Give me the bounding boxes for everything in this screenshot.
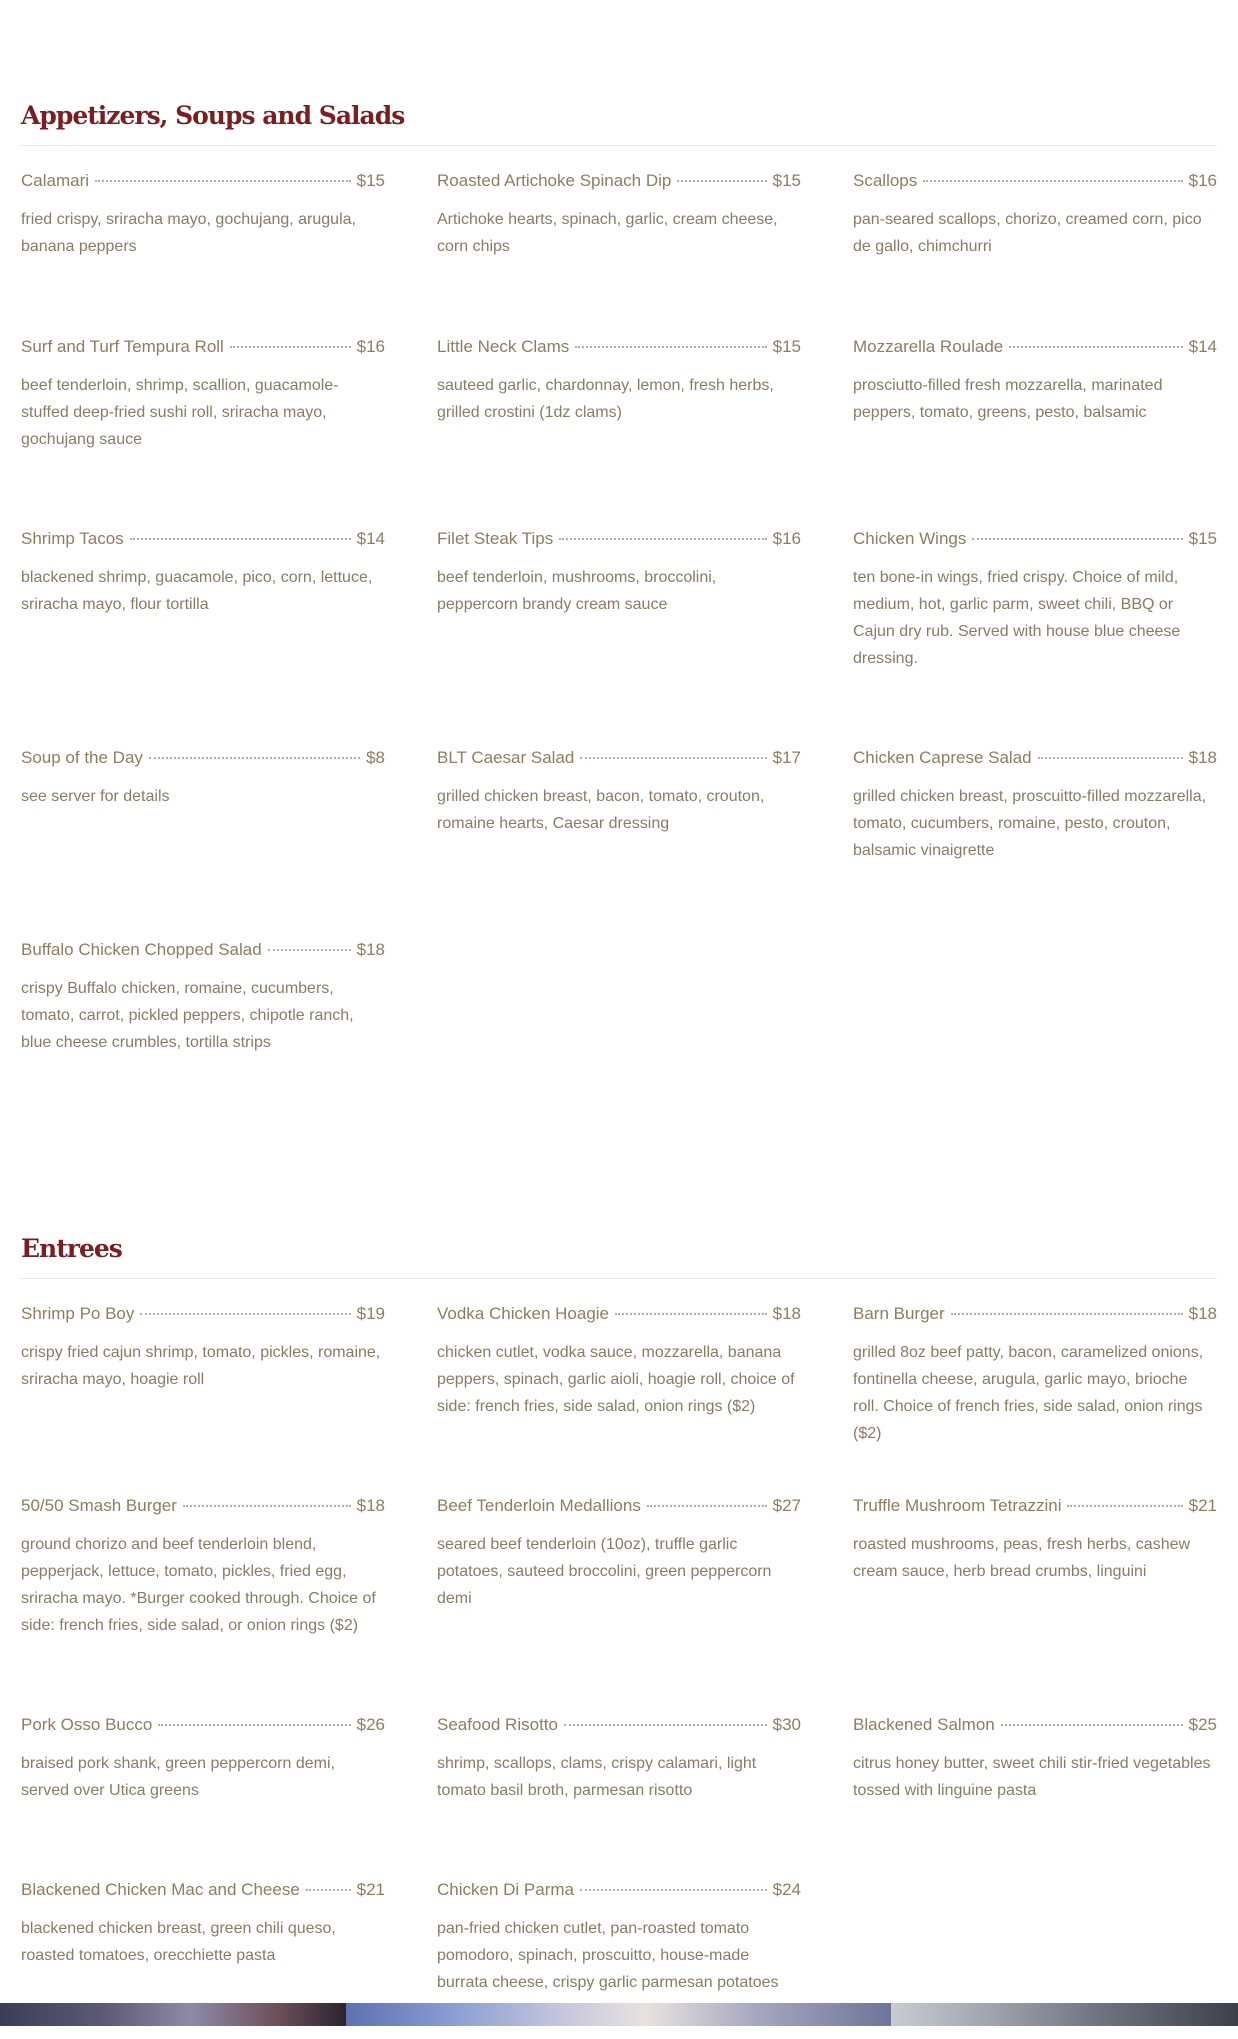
item-name: Beef Tenderloin Medallions — [437, 1496, 641, 1515]
item-name: Pork Osso Bucco — [21, 1715, 153, 1734]
section-title-entrees: Entrees — [21, 1234, 1217, 1279]
item-description: grilled 8oz beef patty, bacon, caramelized onions, fontinella cheese, arugula, garlic mayo, brioche roll. Choice of french fries, side salad, onion rings ($2) — [853, 1344, 1204, 1442]
menu-page — [21, 0, 1217, 2039]
item-description: ground chorizo and beef tenderloin blend, pepperjack, lettuce, tomato, pickles, fried egg, sriracha mayo. *Burger cooked through. Choice of side: french fries, side salad, or onion rings ($2) — [21, 1536, 376, 1634]
dot-leader — [158, 1724, 350, 1726]
item-name: Little Neck Clams — [437, 337, 570, 356]
item-description: blackened shrimp, guacamole, pico, corn, lettuce, sriracha mayo, flour tortilla — [21, 569, 373, 613]
item-description: prosciutto-filled fresh mozzarella, marinated peppers, tomato, greens, pesto, balsamic — [853, 377, 1163, 421]
item-name: Vodka Chicken Hoagie — [437, 1304, 610, 1323]
dot-leader — [559, 538, 766, 540]
item-description: chicken cutlet, vodka sauce, mozzarella, banana peppers, spinach, garlic aioli, hoagie roll, choice of side: french fries, side salad, onion rings ($2) — [437, 1344, 795, 1415]
item-price: $19 — [356, 1304, 385, 1323]
item-price: $15 — [772, 171, 801, 190]
item-name: Shrimp Po Boy — [21, 1304, 135, 1323]
dot-leader — [972, 538, 1182, 540]
item-price: $21 — [356, 1880, 385, 1899]
menu-item-blt-caesar-salad — [437, 747, 801, 939]
item-name: Mozzarella Roulade — [853, 337, 1004, 356]
menu-item-beef-tenderloin-medallions — [437, 1495, 801, 1714]
dot-leader — [130, 538, 351, 540]
item-name: Chicken Di Parma — [437, 1880, 574, 1899]
item-price: $18 — [1188, 1304, 1217, 1323]
photo-gallery-strip — [0, 2003, 1238, 2026]
item-price: $14 — [1188, 337, 1217, 356]
item-name: BLT Caesar Salad — [437, 748, 575, 767]
item-description: crispy fried cajun shrimp, tomato, pickles, romaine, sriracha mayo, hoagie roll — [21, 1344, 381, 1388]
dot-leader — [230, 346, 351, 348]
dot-leader — [1001, 1724, 1183, 1726]
dot-leader — [580, 757, 766, 759]
dot-leader — [575, 346, 766, 348]
dot-leader — [1038, 757, 1183, 759]
item-name: Soup of the Day — [21, 748, 143, 767]
menu-item-roasted-artichoke-spinach-dip — [437, 170, 801, 336]
dot-leader — [923, 180, 1182, 182]
item-price: $17 — [772, 748, 801, 767]
item-price: $18 — [772, 1304, 801, 1323]
item-price: $16 — [356, 337, 385, 356]
item-price: $15 — [1188, 529, 1217, 548]
item-description: citrus honey butter, sweet chili stir-fried vegetables tossed with linguine pasta — [853, 1755, 1211, 1799]
item-name: Buffalo Chicken Chopped Salad — [21, 940, 262, 959]
item-price: $24 — [772, 1880, 801, 1899]
item-price: $16 — [1188, 171, 1217, 190]
item-price: $8 — [366, 748, 385, 767]
item-description: blackened chicken breast, green chili queso, roasted tomatoes, orecchiette pasta — [21, 1920, 336, 1964]
item-name: Truffle Mushroom Tetrazzini — [853, 1496, 1062, 1515]
item-price: $18 — [1188, 748, 1217, 767]
item-price: $18 — [356, 940, 385, 959]
item-description: roasted mushrooms, peas, fresh herbs, cashew cream sauce, herb bread crumbs, linguini — [853, 1536, 1191, 1580]
menu-item-shrimp-tacos — [21, 528, 385, 747]
item-name: Barn Burger — [853, 1304, 945, 1323]
appetizers-grid — [21, 170, 1217, 1123]
item-price: $21 — [1188, 1496, 1217, 1515]
menu-item-surf-and-turf-tempura-roll — [21, 336, 385, 528]
dot-leader — [615, 1313, 767, 1315]
item-name: Blackened Chicken Mac and Cheese — [21, 1880, 300, 1899]
item-description: braised pork shank, green peppercorn demi, served over Utica greens — [21, 1755, 335, 1799]
item-price: $18 — [356, 1496, 385, 1515]
item-description: ten bone-in wings, fried crispy. Choice of mild, medium, hot, garlic parm, sweet chili, BBQ or Cajun dry rub. Served with house blue cheese dressing. — [853, 569, 1181, 667]
item-description: fried crispy, sriracha mayo, gochujang, arugula, banana peppers — [21, 211, 356, 255]
item-description: grilled chicken breast, proscuitto-filled mozzarella, tomato, cucumbers, romaine, pesto, crouton, balsamic vinaigrette — [853, 788, 1207, 859]
dot-leader — [677, 180, 766, 182]
item-price: $16 — [772, 529, 801, 548]
dot-leader — [95, 180, 351, 182]
dot-leader — [149, 757, 360, 759]
appetizers-section — [21, 0, 1217, 1123]
dot-leader — [564, 1724, 767, 1726]
dot-leader — [580, 1889, 767, 1891]
dot-leader — [1009, 346, 1182, 348]
menu-item-chicken-caprese-salad — [853, 747, 1217, 939]
item-description: sauteed garlic, chardonnay, lemon, fresh herbs, grilled crostini (1dz clams) — [437, 377, 774, 421]
item-name: Calamari — [21, 171, 90, 190]
menu-item-50-50-smash-burger — [21, 1495, 385, 1714]
item-name: Roasted Artichoke Spinach Dip — [437, 171, 672, 190]
item-description: see server for details — [21, 788, 170, 805]
item-name: 50/50 Smash Burger — [21, 1496, 177, 1515]
section-title-appetizers: Appetizers, Soups and Salads — [21, 101, 1217, 146]
item-description: crispy Buffalo chicken, romaine, cucumbers, tomato, carrot, pickled peppers, chipotle ranch, blue cheese crumbles, tortilla strips — [21, 980, 354, 1051]
menu-item-chicken-wings — [853, 528, 1217, 747]
item-price: $30 — [772, 1715, 801, 1734]
entrees-section — [21, 1123, 1217, 2039]
item-description: shrimp, scallops, clams, crispy calamari, light tomato basil broth, parmesan risotto — [437, 1755, 757, 1799]
menu-item-shrimp-po-boy — [21, 1303, 385, 1495]
item-description: pan-seared scallops, chorizo, creamed corn, pico de gallo, chimchurri — [853, 211, 1202, 255]
dot-leader — [140, 1313, 350, 1315]
item-description: pan-fried chicken cutlet, pan-roasted tomato pomodoro, spinach, proscuitto, house-made burrata cheese, crispy garlic parmesan potatoes — [437, 1920, 779, 1991]
dot-leader — [951, 1313, 1183, 1315]
menu-item-truffle-mushroom-tetrazzini — [853, 1495, 1217, 1714]
dot-leader — [306, 1889, 351, 1891]
menu-item-pork-osso-bucco — [21, 1714, 385, 1879]
menu-item-barn-burger — [853, 1303, 1217, 1495]
menu-item-calamari — [21, 170, 385, 336]
menu-item-soup-of-the-day — [21, 747, 385, 939]
item-price: $27 — [772, 1496, 801, 1515]
item-name: Chicken Wings — [853, 529, 967, 548]
item-price: $15 — [772, 337, 801, 356]
item-price: $15 — [356, 171, 385, 190]
gallery-photo[interactable] — [891, 2003, 1238, 2026]
dot-leader — [183, 1505, 351, 1507]
menu-item-filet-steak-tips — [437, 528, 801, 747]
dot-leader — [268, 949, 351, 951]
item-name: Surf and Turf Tempura Roll — [21, 337, 224, 356]
menu-item-scallops — [853, 170, 1217, 336]
dot-leader — [647, 1505, 767, 1507]
menu-item-seafood-risotto — [437, 1714, 801, 1879]
item-price: $26 — [356, 1715, 385, 1734]
item-description: Artichoke hearts, spinach, garlic, cream cheese, corn chips — [437, 211, 778, 255]
item-description: beef tenderloin, mushrooms, broccolini, peppercorn brandy cream sauce — [437, 569, 717, 613]
entrees-grid — [21, 1303, 1217, 2039]
item-description: beef tenderloin, shrimp, scallion, guacamole-stuffed deep-fried sushi roll, sriracha mayo, gochujang sauce — [21, 377, 339, 448]
dot-leader — [1067, 1505, 1182, 1507]
menu-item-blackened-salmon — [853, 1714, 1217, 1879]
item-description: seared beef tenderloin (10oz), truffle garlic potatoes, sauteed broccolini, green peppercorn demi — [437, 1536, 772, 1607]
item-name: Blackened Salmon — [853, 1715, 995, 1734]
menu-item-vodka-chicken-hoagie — [437, 1303, 801, 1495]
item-name: Chicken Caprese Salad — [853, 748, 1032, 767]
item-price: $25 — [1188, 1715, 1217, 1734]
gallery-photo[interactable] — [0, 2003, 346, 2026]
item-price: $14 — [356, 529, 385, 548]
menu-item-mozzarella-roulade — [853, 336, 1217, 528]
item-name: Scallops — [853, 171, 918, 190]
item-name: Seafood Risotto — [437, 1715, 558, 1734]
menu-item-little-neck-clams — [437, 336, 801, 528]
item-name: Shrimp Tacos — [21, 529, 124, 548]
item-name: Filet Steak Tips — [437, 529, 554, 548]
item-description: grilled chicken breast, bacon, tomato, crouton, romaine hearts, Caesar dressing — [437, 788, 765, 832]
gallery-photo[interactable] — [346, 2003, 891, 2026]
menu-item-buffalo-chicken-chopped-salad — [21, 939, 385, 1123]
